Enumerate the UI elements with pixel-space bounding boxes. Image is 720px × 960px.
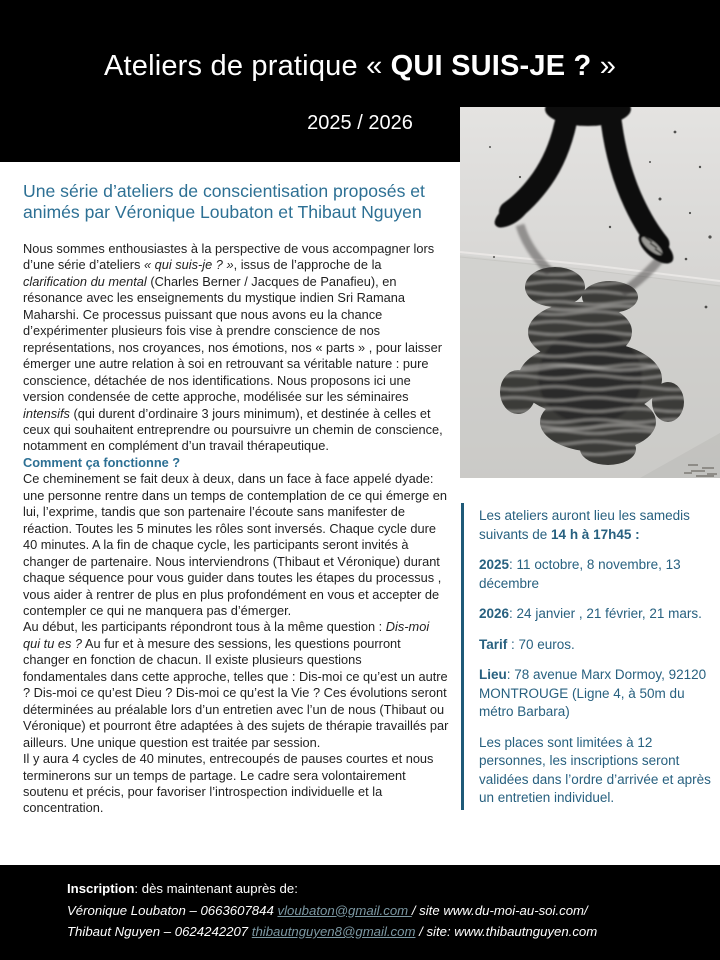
text-run: Dis-moi qui tu es ?	[23, 619, 430, 651]
text-run: Tarif	[479, 636, 508, 652]
email-link[interactable]: thibautnguyen8@gmail.com	[251, 924, 416, 939]
schedule-intro	[479, 507, 717, 544]
main-column	[23, 181, 449, 817]
text-run: : 24 janvier , 21 février, 21 mars.	[509, 606, 702, 621]
photo-graphic	[460, 107, 720, 478]
text-run: Au début, les participants répondront tous à la même question :	[23, 619, 386, 635]
email-link[interactable]: vloubaton@gmail.com	[277, 902, 412, 918]
contact-veronique	[0, 900, 720, 922]
text-run: : 11 octobre, 8 novembre, 13 décembre	[479, 557, 681, 591]
text-run: 2026	[479, 606, 510, 621]
text-run: « qui suis-je ? »	[143, 257, 234, 273]
paragraph-approach	[23, 241, 449, 455]
text-run: (Charles Berner / Jacques de Panafieu), en résonance avec les enseignements du mystique indien Sri Ramana Maharshi. Ce processus puissant que nous avons eu la chance d’expérimenter plusieurs fois vise à prendre conscience de nos représentations, nos croyances, nos émotions, nos « parts » , pour laisser émerger une autre relation à soi en retrouvant sa véritable nature : pure conscience, détachée de nos identifications. Nous proposons ici une version condensée de cette approche, modélisée sur les séminaires	[23, 273, 442, 405]
text-run: Lieu	[479, 667, 507, 682]
text-run: / site www.du-moi-au-soi.com/	[411, 902, 588, 918]
text-run: Nous sommes enthousiastes à la perspective de vous accompagner lors d’une série d’ateliers	[23, 241, 435, 273]
text-run: (qui durent d’ordinaire 3 jours minimum), et destinée à celles et ceux qui souhaitent entreprendre ou poursuivre un chemin de conscience, notamment en complément d’un travail thérapeutique.	[23, 405, 443, 454]
text-run: Thibaut Nguyen – 0624242207	[67, 924, 252, 939]
text-run: , issus de l’approche de la	[233, 257, 382, 273]
text-run: Comment ça fonctionne ?	[23, 454, 181, 470]
text-run: Ce cheminement se fait deux à deux, dans un face à face appelé dyade: une personne rentre dans un temps de contemplation de ce qui émerge en lui, l’exprime, tandis que son partenaire l’écoute sans manifester de réaction. Toutes les 5 minutes les rôles sont inversés. Chaque cycle dure 40 minutes. A la fin de chaque cycle, les participants seront invités à changer de partenaire. Nous interviendrons (Thibaut et Véronique) durant chaque séquence pour vous guider dans toutes les étapes du processus , vous aider à rentrer de plus en plus profondément en vous et accepter de contempler ce qui ne manquera pas d’émerger.	[23, 471, 447, 618]
text-run: Il y aura 4 cycles de 40 minutes, entrecoupés de pauses courtes et nous terminerons sur un temps de partage. Le cadre sera volontairement soutenu et précis, pour favoriser l’introspection individuelle et la concentration.	[23, 751, 434, 816]
text-run: Véronique Loubaton – 0663607844	[67, 902, 278, 918]
text-run: : dès maintenant auprès de:	[134, 881, 298, 896]
paragraph-structure	[23, 751, 449, 817]
lieu-line	[479, 666, 717, 722]
title-suffix: »	[591, 50, 617, 82]
text-run: : 78 avenue Marx Dormoy, 92120 MONTROUGE (Ligne 4, à 50m du métro Barbara)	[479, 667, 707, 719]
section-heading-how-it-works	[23, 455, 449, 471]
walking-reflection-photo	[460, 107, 720, 478]
text-run: Inscription	[67, 881, 135, 896]
text-run: 14 h à 17h45 :	[551, 526, 640, 542]
title-emphasis: QUI SUIS-JE ?	[390, 50, 592, 82]
places-limit-line	[479, 734, 717, 808]
text-run: / site: www.thibautnguyen.com	[415, 924, 598, 939]
dates-2025	[479, 556, 717, 593]
text-run: Au fur et à mesure des sessions, les questions pourront changer en fonction de chacun. Il existe plusieurs questions fondamentales dans cette approche, telles que : Dis-moi ce qu’est un autre ? Dis-moi ce qu’est Dieu ? Dis-moi ce qu’est la Vie ? Ces évolutions seront déterminées au préalable lors d’un entretien avec l’un de nous (Thibaut ou Véronique) et pourront être adaptées à des sujets de thérapie travaillés par ailleurs. Une unique question est traitée par session.	[23, 635, 449, 750]
footer-band	[0, 865, 720, 960]
text-run: Les ateliers auront lieu les samedis suivants de	[479, 508, 690, 542]
text-run: : 70 euros.	[507, 636, 575, 652]
season-label: 2025 / 2026	[307, 112, 413, 134]
title-prefix: Ateliers de pratique «	[103, 50, 391, 82]
paragraph-questions	[23, 619, 449, 751]
tarif-line	[479, 636, 717, 655]
intro-heading: Une série d’ateliers de conscientisation proposés et animés par Véronique Loubaton et Thibaut Nguyen	[23, 181, 425, 222]
dates-2026	[479, 605, 717, 624]
paragraph-process	[23, 471, 449, 619]
inscription-heading	[0, 878, 720, 900]
contact-thibaut	[0, 921, 720, 943]
text-run: clarification du mental	[23, 273, 147, 289]
schedule-box	[461, 503, 717, 810]
text-run: 2025	[479, 557, 510, 572]
page-title	[0, 50, 720, 83]
text-run: intensifs	[23, 405, 70, 421]
text-run: Les places sont limitées à 12 personnes, les inscriptions seront validées dans l’ordre d’arrivée et après un entretien individuel.	[479, 734, 711, 805]
